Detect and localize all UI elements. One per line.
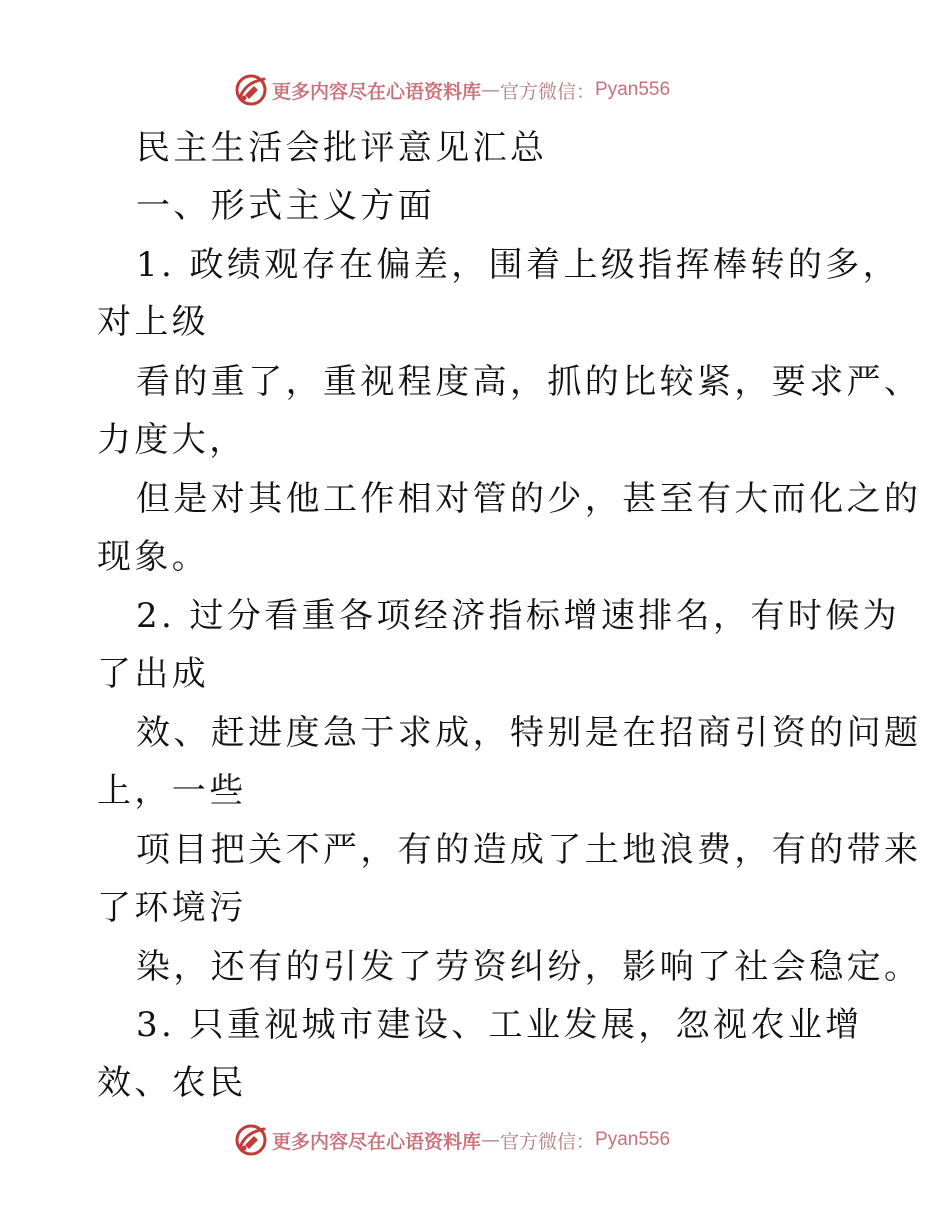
watermark-separator: — [481, 1129, 501, 1151]
watermark-label: 官方微信： [500, 80, 596, 103]
paragraph-line: 力度大， [97, 420, 247, 460]
paragraph-line: 效、农民 [97, 1063, 247, 1103]
watermark-id: Pyan556 [595, 79, 671, 100]
paragraph-line: 2. 过分看重各项经济指标增速排名，有时候为 [136, 596, 901, 636]
section-heading: 一、形式主义方面 [136, 186, 436, 226]
red-circular-logo-icon [234, 73, 268, 107]
watermark-site-text: 更多内容尽在心语资料库 [272, 80, 482, 103]
paragraph-line: 了环境污 [97, 888, 247, 928]
paragraph-line: 1. 政绩观存在偏差，围着上级指挥棒转的多， [136, 245, 901, 285]
paragraph-line: 对上级 [97, 302, 210, 342]
document-title: 民主生活会批评意见汇总 [136, 128, 548, 168]
paragraph-line: 染，还有的引发了劳资纠纷，影响了社会稳定。 [136, 947, 922, 987]
paragraph-line: 看的重了，重视程度高，抓的比较紧，要求严、 [136, 362, 922, 402]
paragraph-line: 项目把关不严，有的造成了土地浪费，有的带来 [136, 830, 922, 870]
watermark-label: 官方微信： [500, 1130, 596, 1153]
watermark-header [234, 72, 714, 108]
paragraph-line: 3. 只重视城市建设、工业发展，忽视农业增 [136, 1005, 863, 1045]
paragraph-line: 上，一些 [97, 771, 247, 811]
red-circular-logo-icon [234, 1123, 268, 1157]
paragraph-line: 现象。 [97, 537, 210, 577]
watermark-id: Pyan556 [595, 1129, 671, 1150]
paragraph-line: 效、赶进度急于求成，特别是在招商引资的问题 [136, 713, 922, 753]
watermark-footer [234, 1122, 714, 1158]
paragraph-line: 但是对其他工作相对管的少，甚至有大而化之的 [136, 479, 922, 519]
paragraph-line: 了出成 [97, 654, 210, 694]
watermark-site-text: 更多内容尽在心语资料库 [272, 1130, 482, 1153]
watermark-separator: — [481, 79, 501, 101]
